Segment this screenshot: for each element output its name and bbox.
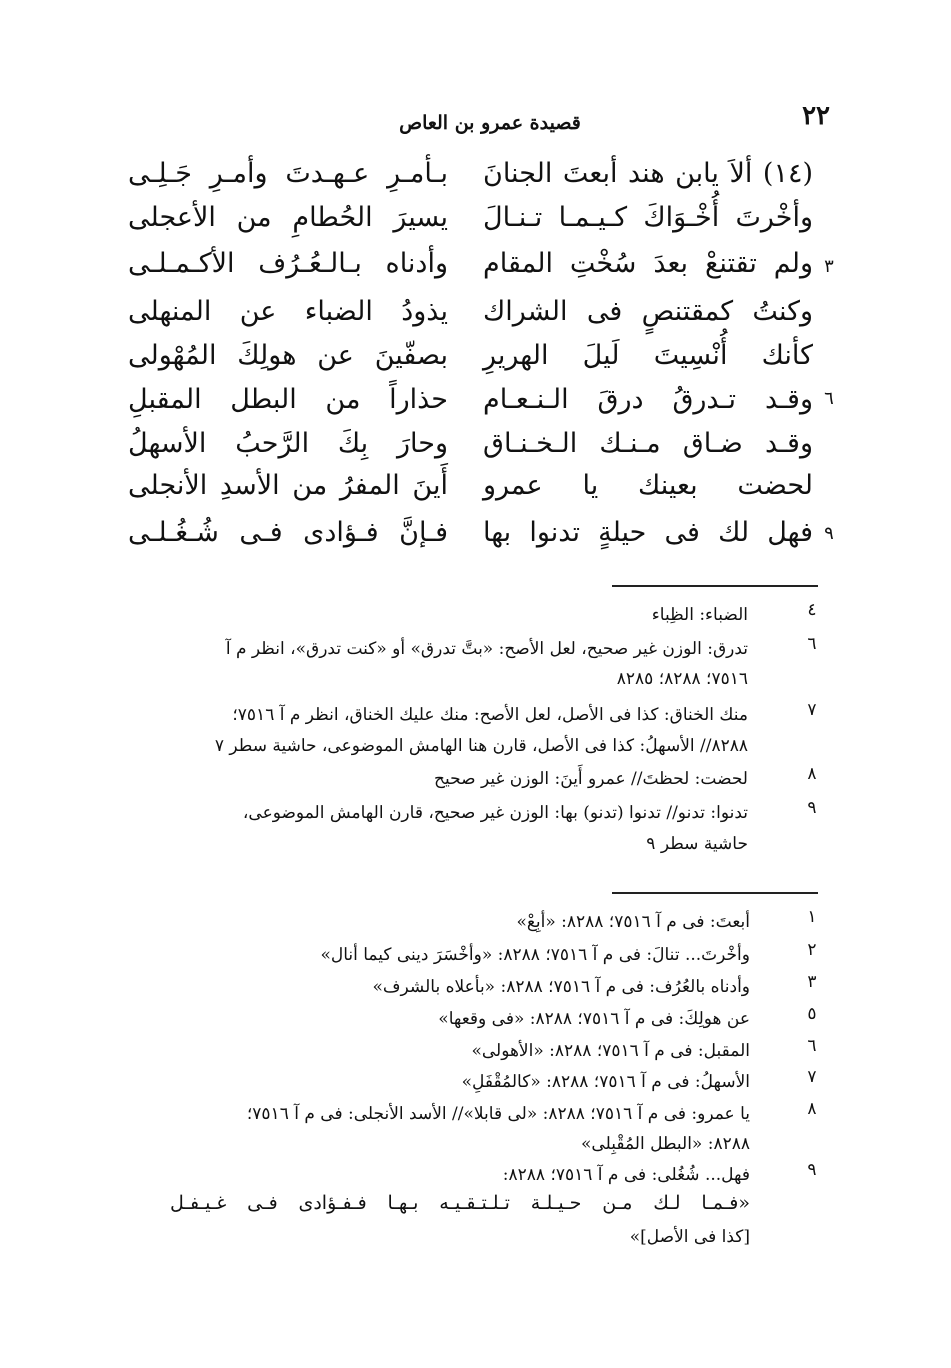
verse-first-hemistich: وقـد ضـاق مـنـك الـخـنـاق [483,428,813,459]
note-line: المقبل: فى م آ ٧٥١٦؛ ٨٢٨٨: «الأهولى» [471,1041,750,1061]
note-number: ٧ [807,700,817,720]
note-line: لحضت: لحظتَ// عمرو أَينَ: الوزن غير صحيح [434,769,748,789]
note-line: يا عمرو: فى م آ ٧٥١٦؛ ٨٢٨٨: «لى قابلا»// الأسد الأنجلى: فى م آ ٧٥١٦؛ [246,1104,750,1124]
note-line: الأسهلُ: فى م آ ٧٥١٦؛ ٨٢٨٨: «كالمُقْفَلِ» [461,1072,750,1092]
note-line: ٧٥١٦؛ ٨٢٨٨؛ ٨٢٨٥ [616,669,748,689]
verse-first-hemistich: فهل لك فى حيلةٍ تدنوا بها [483,517,813,548]
verse-second-hemistich: بـأمـرِ عـهـدتَ وأمـرِ جَـلِـى [128,158,448,189]
note-number: ٩ [807,1160,817,1180]
note-line: ٨٢٨٨: «البطل المُقْبِلى» [581,1134,750,1154]
verse-second-hemistich: يسيرَ الحُطامِ من الأعجلى [128,202,448,233]
verse-first-hemistich: (١٤) ألاَ يابن هند أبعتَ الجنانَ [483,158,813,189]
verse-line [0,517,951,561]
verse-line [0,340,951,384]
verse-line [0,470,951,514]
note-number: ٢ [807,940,817,960]
verse-line [0,428,951,472]
note-line: ٨٢٨٨// الأسهلُ: كذا فى الأصل، قارن هنا الهامش الموضوعى، حاشية سطر ٧ [214,736,748,756]
verse-second-hemistich: بصفّينَ عن هولِكَ المُهْولى [128,340,448,371]
note-number: ٨ [807,764,817,784]
note-line: عن هولِكَ: فى م آ ٧٥١٦؛ ٨٢٨٨: «فى وقعها» [438,1009,750,1029]
verse-second-hemistich: حذاراً من البطل المقبلِ [128,384,448,415]
verse-line [0,296,951,340]
note-line: حاشية سطر ٩ [646,834,748,854]
footnote-divider [612,585,818,587]
note-number: ٩ [807,798,817,818]
note-line: منك الخناق: كذا فى الأصل، لعل الأصح: منك عليك الخناق، انظر م آ ٧٥١٦؛ [232,705,748,725]
note-number: ٨ [807,1099,817,1119]
note-line: أبعتَ: فى م آ ٧٥١٦؛ ٨٢٨٨: «أبِعْ» [516,912,750,932]
verse-line [0,248,951,292]
verse-number: ٦ [824,388,834,409]
verse-first-hemistich: وكنتُ كمقتنصٍ فى الشراك [483,296,813,327]
verse-second-hemistich: فـإنَّ فـؤادى فـى شُـغُـلـى [128,517,448,548]
note-number: ٤ [807,600,817,620]
note-number: ١ [807,907,817,927]
verse-first-hemistich: لحضت بعينك يا عمرو [483,470,813,501]
note-line: وأخْرتَ... تنالَ: فى م آ ٧٥١٦؛ ٨٢٨٨: «وأخْسَرَ دينى كيما أنال» [320,945,750,965]
verse-number: ٩ [824,523,834,544]
verse-second-hemistich: وحارَ بِكَ الرَّحبُ الأسهلُ [128,428,448,459]
verse-first-hemistich: وأخْرتَ أُخْـوَاكَ كـيـمـا تـنـالَ [483,202,813,233]
note-number: ٧ [807,1067,817,1087]
note-number: ٥ [807,1004,817,1024]
verse-second-hemistich: يذودُ الضباء عن المنهلى [128,296,448,327]
note-line: تدنوا: تدنو// تدنوا (تدنو) بها: الوزن غير صحيح، قارن الهامش الموضوعى، [242,803,748,823]
verse-second-hemistich: أَينَ المفرُ من الأسدِ الأنجلى [128,470,448,501]
verse-line [0,384,951,428]
verse-second-hemistich: وأدناه بـالـعُـرُف الأكـمـلـى [128,248,448,279]
verse-line [0,202,951,246]
note-line: الضباء: الظِباء [651,605,748,625]
note-number: ٦ [807,1036,817,1056]
note-number: ٦ [807,634,817,654]
note-line: وأدناه بالعُرُف: فى م آ ٧٥١٦؛ ٨٢٨٨: «بأعلاه بالشرف» [372,977,750,997]
verse-first-hemistich: وقـد تـدرقُ درقَ الـنـعـام [483,384,813,415]
page-title: قصيدة عمرو بن العاص [399,112,581,134]
note-line: تدرق: الوزن غير صحيح، لعل الأصح: «بتَّ تدرق» أو «كنت تدرق»، انظر م آ [225,639,748,659]
editor-remark: [كذا فى الأصل]» [629,1227,750,1247]
verse-first-hemistich: كأنك أُنْسِيتَ لَيلَ الهريرِ [483,340,813,371]
note-line: فهل... شُغُلى: فى م آ ٧٥١٦؛ ٨٢٨٨: [502,1165,750,1185]
quoted-verse: «فـمـا لـك مـن حـيـلـة تـلـتـقـيـه بـهـا فـفـؤادى فـى غـيـفـل [170,1192,750,1214]
footnote-divider [612,892,818,894]
note-number: ٣ [807,972,817,992]
verse-number: ٣ [824,256,834,277]
verse-line [0,158,951,202]
page-number: ٢٢ [802,101,830,131]
verse-first-hemistich: ولم تقتنعْ بعدَ سُخْتِ المقام [483,248,813,279]
